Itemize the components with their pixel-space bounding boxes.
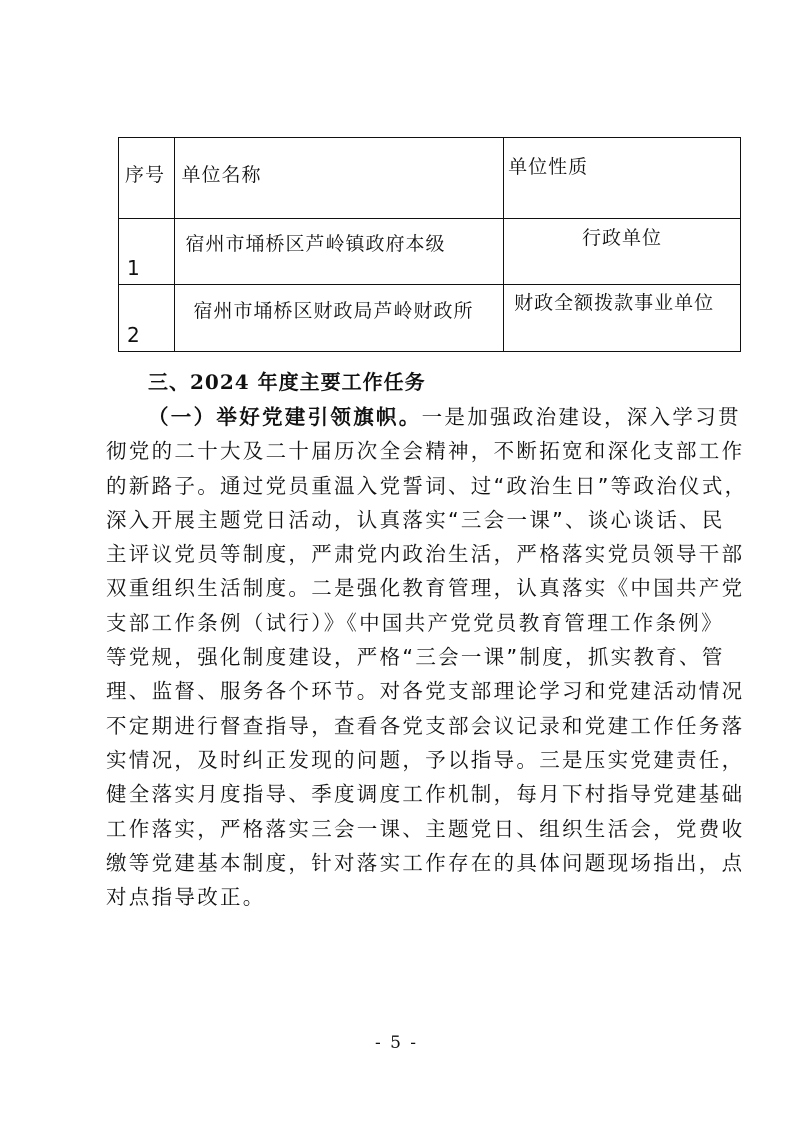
- paragraph-line: 实情况，及时纠正发现的问题，予以指导。三是压实党建责任，: [106, 747, 745, 772]
- table-row: [119, 219, 741, 285]
- paragraph-line: 健全落实月度指导、季度调度工作机制，每月下村指导党建基础: [106, 782, 745, 807]
- paragraph-line: 双重组织生活制度。二是强化教育管理，认真落实《中国共产党: [106, 576, 745, 601]
- header-cell-type: 单位性质: [504, 138, 741, 219]
- paragraph-line: 缴等党建基本制度，针对落实工作存在的具体问题现场指出，点: [106, 850, 745, 875]
- paragraph-line: 的新路子。通过党员重温入党誓词、过“政治生日”等政治仪式，: [106, 473, 748, 498]
- paragraph-line: 支部工作条例（试行）》《中国共产党党员教育管理工作条例》: [106, 610, 724, 635]
- unit-name: 宿州市埇桥区芦岭镇政府本级: [175, 219, 504, 285]
- paragraph-line: 工作落实，严格落实三会一课、主题党日、组织生活会，党费收: [106, 816, 745, 841]
- unit-type: 财政全额拨款事业单位: [504, 285, 741, 352]
- paragraph-lead: （一）举好党建引领旗帜。: [148, 405, 422, 429]
- paragraph-line: 不定期进行督查指导，查看各党支部会议记录和党建工作任务落: [106, 713, 745, 738]
- unit-name: 宿州市埇桥区财政局芦岭财政所: [175, 285, 504, 352]
- header-cell-name: 单位名称: [175, 138, 504, 219]
- table-header-row: [119, 138, 741, 219]
- row-number: 1: [119, 219, 175, 285]
- header-cell-no: 序号: [119, 138, 175, 219]
- unit-table: [118, 137, 741, 352]
- page-number: - 5 -: [374, 1033, 419, 1053]
- row-number: 2: [119, 285, 175, 352]
- paragraph-line: 理、监督、服务各个环节。对各党支部理论学习和党建活动情况: [106, 679, 745, 704]
- body-paragraph: [106, 400, 748, 914]
- unit-type: 行政单位: [504, 219, 741, 285]
- paragraph-line: 深入开展主题党日活动，认真落实“三会一课”、谈心谈话、民: [106, 507, 725, 532]
- paragraph-line: 彻党的二十大及二十届历次全会精神，不断拓宽和深化支部工作: [106, 439, 745, 464]
- paragraph-line: 对点指导改正。: [106, 885, 266, 910]
- section-heading: 三、2024 年度主要工作任务: [148, 370, 426, 394]
- paragraph-line: [106, 400, 741, 434]
- paragraph-line: 主评议党员等制度，严肃党内政治生活，严格落实党员领导干部: [106, 542, 745, 567]
- table-row: [119, 285, 741, 352]
- paragraph-line-text: 一是加强政治建设，深入学习贯: [421, 405, 741, 429]
- paragraph-line: 等党规，强化制度建设，严格“三会一课”制度，抓实教育、管: [106, 645, 725, 670]
